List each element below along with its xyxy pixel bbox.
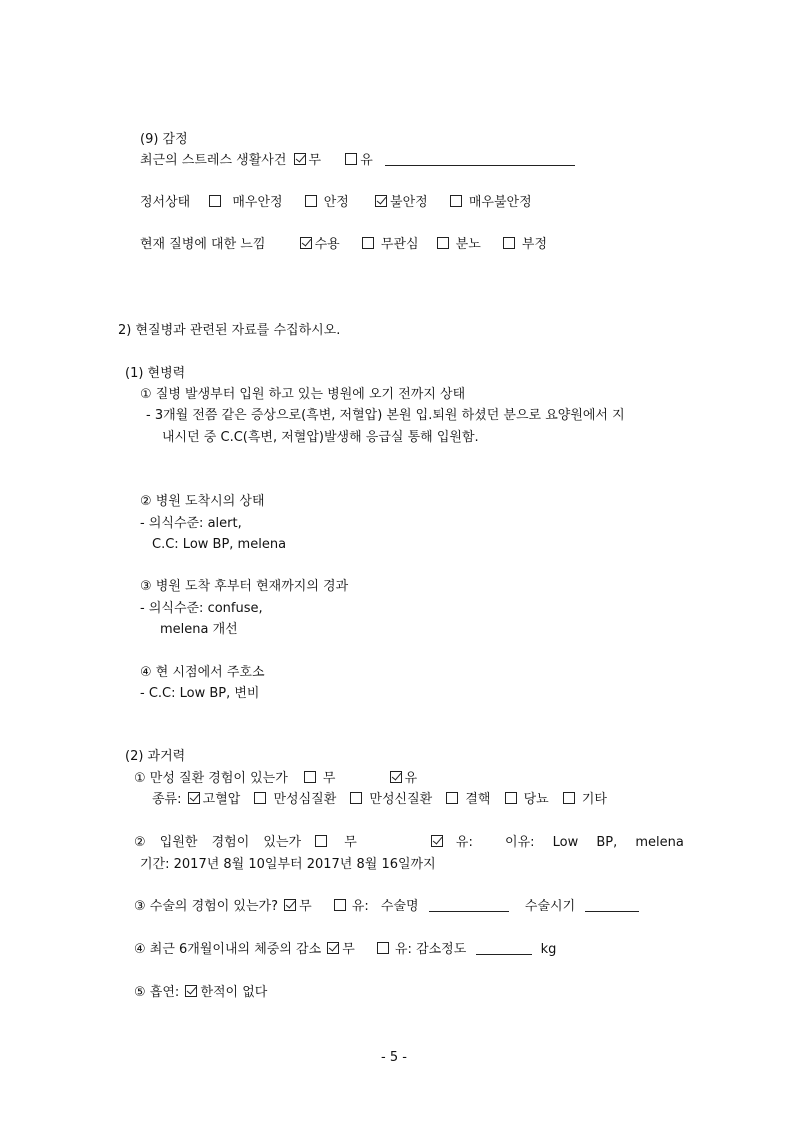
past-q4-label: ④ 최근 6개월이내의 체중의 감소 <box>134 942 322 957</box>
weight-no-checkbox[interactable] <box>327 942 339 954</box>
admission-period: 기간: 2017년 8월 10일부터 2017년 8월 16일까지 <box>140 857 436 872</box>
chronic-yes-checkbox[interactable] <box>390 771 402 783</box>
stress-yes-label: 유 <box>360 153 373 168</box>
stress-yes-checkbox[interactable] <box>345 153 357 165</box>
admission-no-checkbox[interactable] <box>315 835 327 847</box>
section2-title: 2) 현질병과 관련된 자료를 수집하시오. <box>118 323 341 338</box>
past-q4-row <box>134 942 556 958</box>
kind-option: 기타 <box>581 792 607 807</box>
mood-very-stable-checkbox[interactable] <box>209 195 221 207</box>
mood-stable-checkbox[interactable] <box>305 195 317 207</box>
kind-option: 만성심질환 <box>273 792 337 807</box>
hpi-q4: ④ 현 시점에서 주호소 <box>140 665 265 680</box>
surgery-yes-checkbox[interactable] <box>334 899 346 911</box>
past-title: (2) 과거력 <box>125 749 186 764</box>
feel-accept-checkbox[interactable] <box>300 237 312 249</box>
mood-option: 불안정 <box>390 195 428 210</box>
past-q3-label: ③ 수술의 경험이 있는가? <box>134 899 278 914</box>
surgery-name-label: 수술명 <box>380 899 419 914</box>
smoking-label: ⑤ 흡연: <box>134 985 180 1000</box>
hpi-q2: ② 병원 도착시의 상태 <box>140 494 265 509</box>
smoking-never-checkbox[interactable] <box>185 985 197 997</box>
feel-indifferent-checkbox[interactable] <box>362 237 374 249</box>
kind-heart-checkbox[interactable] <box>254 792 266 804</box>
mood-option: 안정 <box>323 195 349 210</box>
weight-unit: kg <box>540 942 557 957</box>
emotion-title: (9) 감정 <box>140 132 188 147</box>
past-q2-label: ② 입원한 경험이 있는가 <box>134 835 302 850</box>
stress-yes-blank[interactable] <box>385 153 575 166</box>
feel-option: 무관심 <box>380 237 419 252</box>
kind-diabetes-checkbox[interactable] <box>505 792 517 804</box>
stress-no-label: 무 <box>308 153 322 168</box>
feeling-row <box>140 237 547 253</box>
admission-no-label: 무 <box>344 835 357 850</box>
feel-option: 수용 <box>314 237 340 252</box>
past-q1-label: ① 만성 질환 경험이 있는가 <box>134 771 288 786</box>
mood-very-unstable-checkbox[interactable] <box>450 195 462 207</box>
hpi-q1-line2: 내시던 중 C.C(흑변, 저혈압)발생해 응급실 통해 입원함. <box>162 430 479 445</box>
surgery-no-label: 무 <box>299 899 312 914</box>
kind-hypertension-checkbox[interactable] <box>188 792 200 804</box>
chronic-no-checkbox[interactable] <box>304 771 316 783</box>
smoking-value: 한적이 없다 <box>200 985 268 1000</box>
surgery-time-label: 수술시기 <box>524 899 576 914</box>
hpi-q1-line1: - 3개월 전쯤 같은 증상으로(흑변, 저혈압) 본원 입.퇴원 하셨던 분으로 요양원에서 지 <box>146 408 625 423</box>
page-number: - 5 - <box>381 1050 407 1065</box>
past-q2-row <box>134 835 684 851</box>
mood-label: 정서상태 <box>140 195 191 210</box>
chronic-yes-label: 유 <box>404 771 418 786</box>
stress-row <box>140 153 575 169</box>
admission-reason: 이유: Low BP, melena <box>505 835 684 850</box>
surgery-time-blank[interactable] <box>585 899 639 912</box>
hpi-q1: ① 질병 발생부터 입원 하고 있는 병원에 오기 전까지 상태 <box>140 387 466 402</box>
feel-anger-checkbox[interactable] <box>437 237 449 249</box>
weight-loss-blank[interactable] <box>476 942 532 955</box>
admission-yes-label: 유: <box>455 835 473 850</box>
hpi-q4-line1: - C.C: Low BP, 변비 <box>140 686 260 701</box>
stress-label: 최근의 스트레스 생활사건 <box>140 153 287 168</box>
weight-yes-checkbox[interactable] <box>377 942 389 954</box>
feel-option: 분노 <box>455 237 481 252</box>
kinds-label: 종류: <box>152 792 182 807</box>
chronic-kinds-row <box>152 792 607 808</box>
kind-option: 만성신질환 <box>369 792 433 807</box>
admission-yes-checkbox[interactable] <box>431 835 443 847</box>
past-q1-row <box>134 771 417 787</box>
hpi-q3-line2: melena 개선 <box>160 622 238 637</box>
mood-option: 매우불안정 <box>468 195 532 210</box>
kind-tb-checkbox[interactable] <box>446 792 458 804</box>
surgery-yes-label: 유: <box>351 899 369 914</box>
surgery-no-checkbox[interactable] <box>284 899 296 911</box>
hpi-q2-line2: C.C: Low BP, melena <box>152 537 287 552</box>
feel-option: 부정 <box>521 237 548 252</box>
hpi-q3: ③ 병원 도착 후부터 현재까지의 경과 <box>140 579 349 594</box>
mood-option: 매우안정 <box>232 195 283 210</box>
surgery-name-blank[interactable] <box>429 899 509 912</box>
kind-kidney-checkbox[interactable] <box>350 792 362 804</box>
weight-no-label: 무 <box>342 942 355 957</box>
hpi-q2-line1: - 의식수준: alert, <box>140 516 242 531</box>
feeling-label: 현재 질병에 대한 느낌 <box>140 237 266 252</box>
past-q5-row <box>134 985 267 1001</box>
weight-yes-label: 유: 감소정도 <box>395 942 467 957</box>
mood-row <box>140 195 532 211</box>
kind-option: 당뇨 <box>523 792 549 807</box>
mood-unstable-checkbox[interactable] <box>375 195 387 207</box>
kind-option: 고혈압 <box>202 792 241 807</box>
stress-no-checkbox[interactable] <box>294 153 306 165</box>
hpi-q3-line1: - 의식수준: confuse, <box>140 601 263 616</box>
kind-option: 결핵 <box>465 792 491 807</box>
hpi-title: (1) 현병력 <box>125 366 186 381</box>
chronic-no-label: 무 <box>322 771 336 786</box>
feel-denial-checkbox[interactable] <box>503 237 515 249</box>
kind-other-checkbox[interactable] <box>563 792 575 804</box>
past-q3-row <box>134 899 639 915</box>
